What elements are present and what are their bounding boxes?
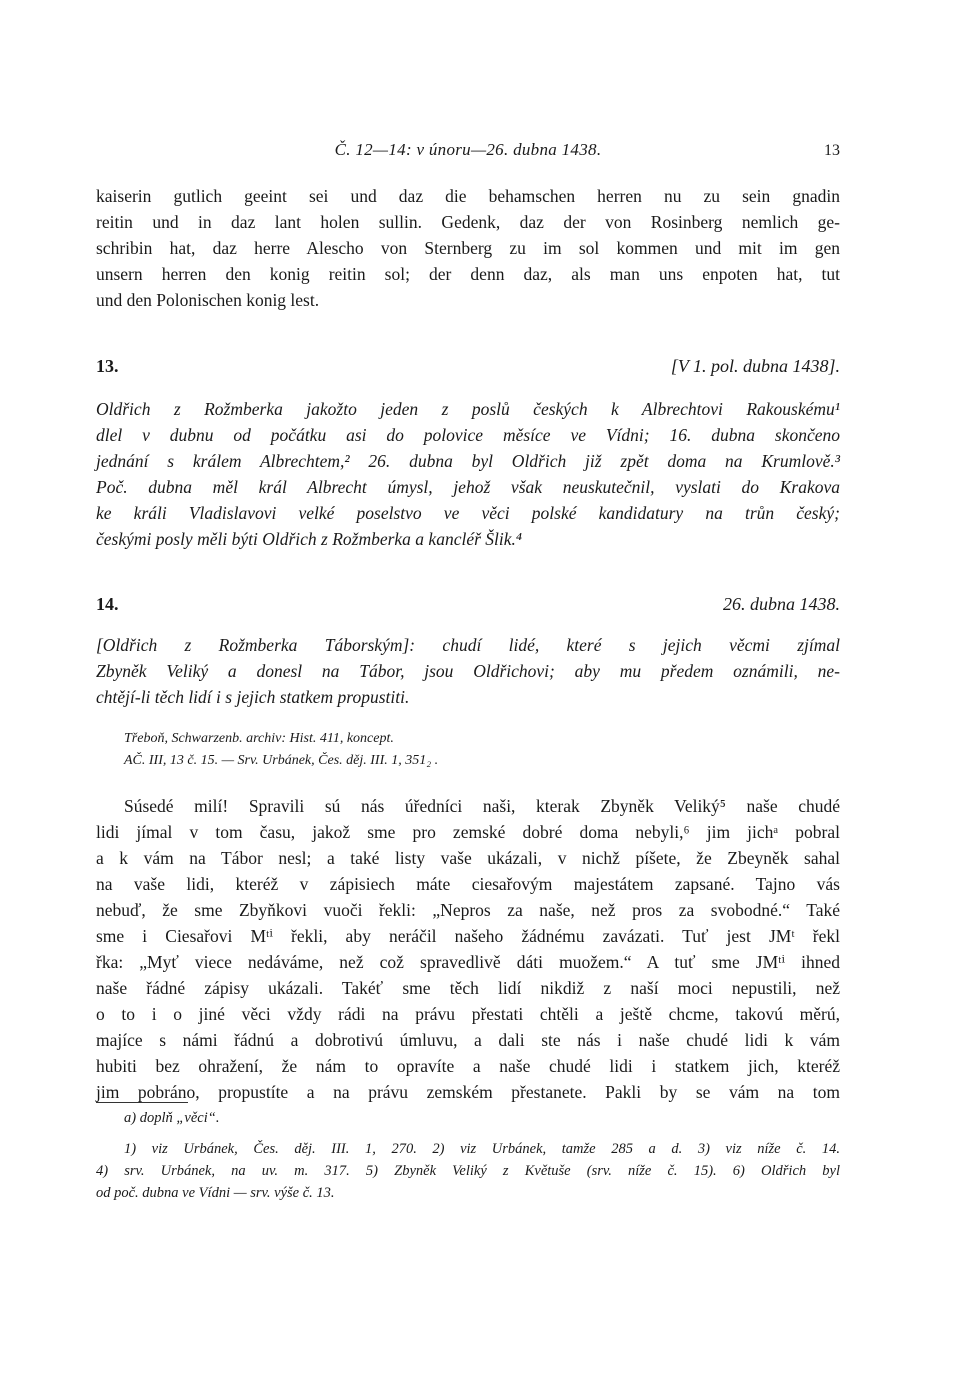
- text-line: hubiti bez ohražení, že nám to opravíte a naše chudé lidi i statkem jich, kteréž: [96, 1056, 840, 1076]
- document-number: 13.: [96, 356, 119, 376]
- document-number: 14.: [96, 594, 119, 614]
- textual-footnote: [124, 1107, 840, 1129]
- text-line: und den Polonischen konig lest.: [96, 290, 320, 310]
- summary-line: Zbyněk Veliký a donesl na Tábor, jsou Oldřichovi; aby mu předem oznámili, ne-: [96, 661, 840, 681]
- footnotes: [96, 1138, 840, 1204]
- text-line: jim pobráno, propustíte a na právu zemském přestanete. Pakli by se vám na tom: [96, 1082, 840, 1102]
- text-line: lidi jímal v tom času, jakož sme pro zemské dobré doma nebyli,⁶ jim jichᵃ pobral: [96, 822, 840, 842]
- text-line: Súsedé milí! Spravili sú nás úředníci naši, kterak Zbyněk Veliký⁵ naše chudé: [124, 796, 840, 816]
- footnote-line: 4) srv. Urbánek, na uv. m. 317. 5) Zbyněk Veliký z Květuše (srv. níže č. 15). 6) Oldřich byl: [96, 1163, 840, 1179]
- continuation-paragraph: [96, 183, 840, 313]
- text-line: majíce s námi řádnú a dobrotivú úmluvu, a dali ste nás i naše chudé lidi k vám: [96, 1030, 840, 1050]
- source-line: Třeboň, Schwarzenb. archiv: Hist. 411, koncept.: [124, 731, 394, 746]
- document-13-heading: [96, 356, 840, 382]
- document-14-text: [96, 793, 840, 1105]
- text-line: unsern herren den konig reitin sol; der denn daz, als man uns enpoten hat, tut: [96, 264, 840, 284]
- summary-line: ke králi Vladislavovi velké poselstvo ve věci polské kandidatury na trůn český;: [96, 503, 840, 523]
- text-line: naše řádné zápisy ukázali. Takéť sme těch lidí nikdiž z naší moci nepustili, než: [96, 978, 840, 998]
- summary-line: Poč. dubna měl král Albrecht úmysl, jehož však neuskutečnil, vyslati do Krakova: [96, 477, 840, 497]
- footnote-line: a) doplň „věci“.: [124, 1110, 220, 1126]
- footnote-divider: [96, 1102, 188, 1103]
- document-14-summary: [96, 632, 840, 710]
- summary-line: českými posly měli býti Oldřich z Rožmberka a kancléř Šlik.⁴: [96, 529, 522, 549]
- source-line: AČ. III, 13 č. 15. — Srv. Urbánek, Čes. děj. III. 1, 351₂ .: [124, 753, 439, 768]
- document-date: 26. dubna 1438.: [723, 594, 840, 614]
- summary-line: [Oldřich z Rožmberka Táborským]: chudí lidé, které s jejich věcmi zjímal: [96, 635, 840, 655]
- footnote-line: 1) viz Urbánek, Čes. děj. III. 1, 270. 2) viz Urbánek, tamže 285 a d. 3) viz níže č. 14.: [124, 1141, 840, 1157]
- text-line: sme i Ciesařovi Mᵗⁱ řekli, aby neráčil našeho žádnému zavázati. Tuť jest JMᵗ řekl: [96, 926, 840, 946]
- text-line: reitin und in daz lant holen sullin. Gedenk, daz der von Rosinberg nemlich ge-: [96, 212, 840, 232]
- text-line: na vaše lidi, kteréž v zápisiech máte ciesařovým majestátem zapsané. Tajno vás: [96, 874, 840, 894]
- text-line: a k vám na Tábor nesl; a také listy vaše ukázali, v nichž píšete, že Zbeyněk sahal: [96, 848, 840, 868]
- summary-line: Oldřich z Rožmberka jakožto jeden z poslů českých k Albrechtovi Rakouskému¹: [96, 399, 840, 419]
- page-header: [96, 140, 840, 164]
- document-13-summary: [96, 396, 840, 552]
- text-line: schribin hat, daz herre Alescho von Sternberg zu im sol kommen und mit im gen: [96, 238, 840, 258]
- source-citation: [124, 728, 840, 772]
- document-14-heading: [96, 594, 840, 620]
- footnote-line: od poč. dubna ve Vídni — srv. výše č. 13.: [96, 1185, 335, 1201]
- running-title: Č. 12—14: v únoru—26. dubna 1438.: [334, 140, 602, 159]
- text-line: kaiserin gutlich geeint sei und daz die behamschen herren nu zu sein gnadin: [96, 186, 840, 206]
- summary-line: jednání s králem Albrechtem,² 26. dubna byl Oldřich již zpět doma na Krumlově.³: [96, 451, 840, 471]
- page-number: 13: [824, 142, 840, 159]
- text-line: řka: „Myť viece nedáváme, než což spravedlivě dáti muožem.“ A tuť sme JMᵗⁱ ihned: [96, 952, 840, 972]
- summary-line: dlel v dubnu od počátku asi do polovice měsíce ve Vídni; 16. dubna skončeno: [96, 425, 840, 445]
- text-line: nebuď, že sme Zbyňkovi vuoči řekli: „Nepros za naše, než pros za svobodné.“ Také: [96, 900, 840, 920]
- summary-line: chtějí-li těch lidí i s jejich statkem propustiti.: [96, 687, 410, 707]
- text-line: o to i o jiné věci vždy rádi na právu přestati chtěli a ještě chcme, takovú měrú,: [96, 1004, 840, 1024]
- document-date: [V 1. pol. dubna 1438].: [670, 356, 840, 376]
